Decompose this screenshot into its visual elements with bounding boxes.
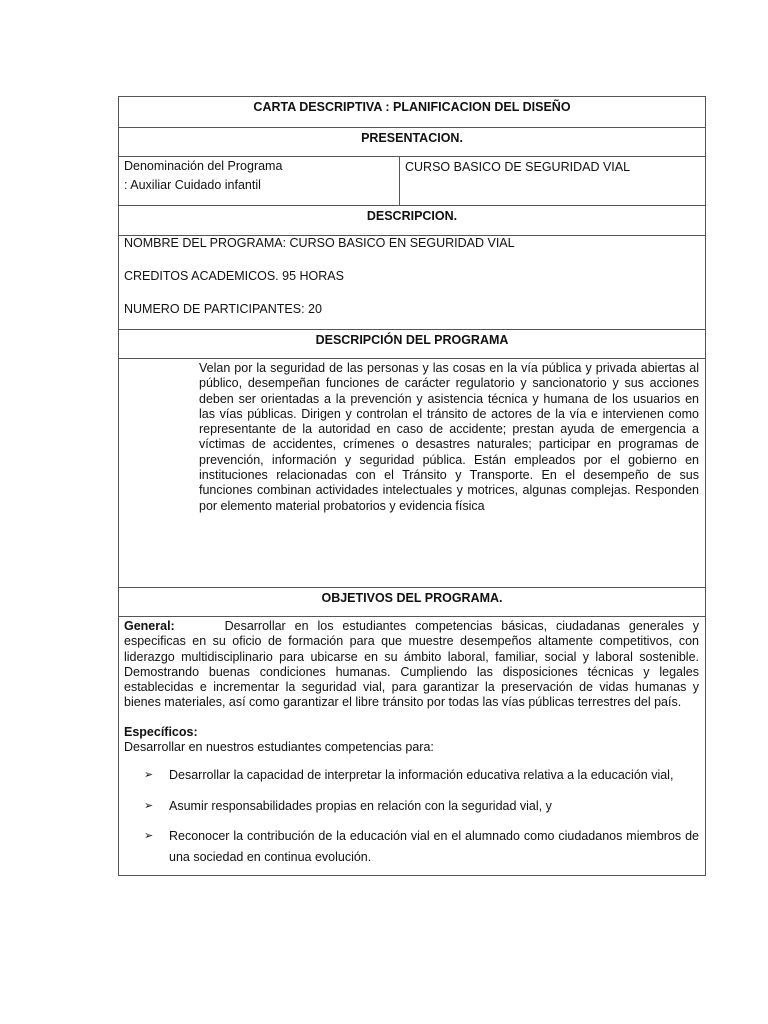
general-objective [124,619,699,711]
course-name: CURSO BASICO DE SEGURIDAD VIAL [405,160,631,174]
denomination-cell [119,157,400,205]
presentation-heading: PRESENTACION. [119,128,705,157]
arrow-bullet-icon: ➢ [144,769,154,782]
list-item: ➢ Asumir responsabilidades propias en relación con la seguridad vial, y [124,796,699,817]
objectives-block [119,617,705,875]
description-heading: DESCRIPCION. [119,206,705,236]
denomination-label: Denominación del Programa [124,159,283,173]
denomination-value: : Auxiliar Cuidado infantil [124,178,261,192]
specific-intro: Desarrollar en nuestros estudiantes competencias para: [124,740,434,755]
academic-credits: CREDITOS ACADEMICOS. 95 HORAS [124,269,344,283]
general-label: General: [124,619,175,633]
specific-objectives-list [124,765,699,867]
list-item: ➢ Reconocer la contribución de la educación vial en el alumnado como ciudadanos miembros de una sociedad en continua evolución. [124,826,699,867]
general-text: Desarrollar en los estudiantes competencias básicas, ciudadanas generales y especificas en su oficio de formación para que muestre desempeños altamente competitivos, con liderazgo multidisciplinario para ubicarse en su ámbito laboral, familiar, social y laboral sostenible. Demostrando buenas condiciones humanas. Cumpliendo las disposiciones técnicas y legales establecidas e incrementar la seguridad vial, para garantizar la preservación de vidas humanas y bienes materiales, así como garantizar el libre tránsito por todas las vías públicas terrestres del país. [124,619,699,710]
program-description-text: Velan por la seguridad de las personas y las cosas en la vía pública y privada abiertas al público, desempeñan funciones de carácter regulatorio y sancionatorio y sus acciones deben ser orientadas a la prevención y asistencia técnica y humana de los usuarios en las vías públicas. Dirigen y controlan el tránsito de actores de la vía e intervienen como representante de la autoridad en caso de accidente; prestan ayuda de emergencia a víctimas de accidentes, crímenes o desastres naturales; participar en programas de prevención, información y seguridad pública. Están empleados por el gobierno en instituciones relacionadas con el Tránsito y Transporte. En el desempeño de sus funciones combinan actividades intelectuales y motrices, algunas complejas. Responden por elemento material probatorios y evidencia física [199,361,699,513]
objectives-heading: OBJETIVOS DEL PROGRAMA. [119,588,705,617]
document-title: CARTA DESCRIPTIVA : PLANIFICACION DEL DISEÑO [119,97,705,128]
presentation-row [119,157,705,206]
program-description-block [119,359,705,588]
participant-count: NUMERO DE PARTICIPANTES: 20 [124,302,322,316]
arrow-bullet-icon: ➢ [144,830,154,843]
list-item: ➢ Desarrollar la capacidad de interpretar la información educativa relativa a la educación vial, [124,765,699,786]
specific-label: Específicos: [124,724,198,739]
arrow-bullet-icon: ➢ [144,799,154,812]
description-block [119,234,705,330]
program-description-heading: DESCRIPCIÓN DEL PROGRAMA [119,330,705,359]
descriptive-chart-table [118,96,706,876]
program-name: NOMBRE DEL PROGRAMA: CURSO BASICO EN SEGURIDAD VIAL [124,236,515,250]
